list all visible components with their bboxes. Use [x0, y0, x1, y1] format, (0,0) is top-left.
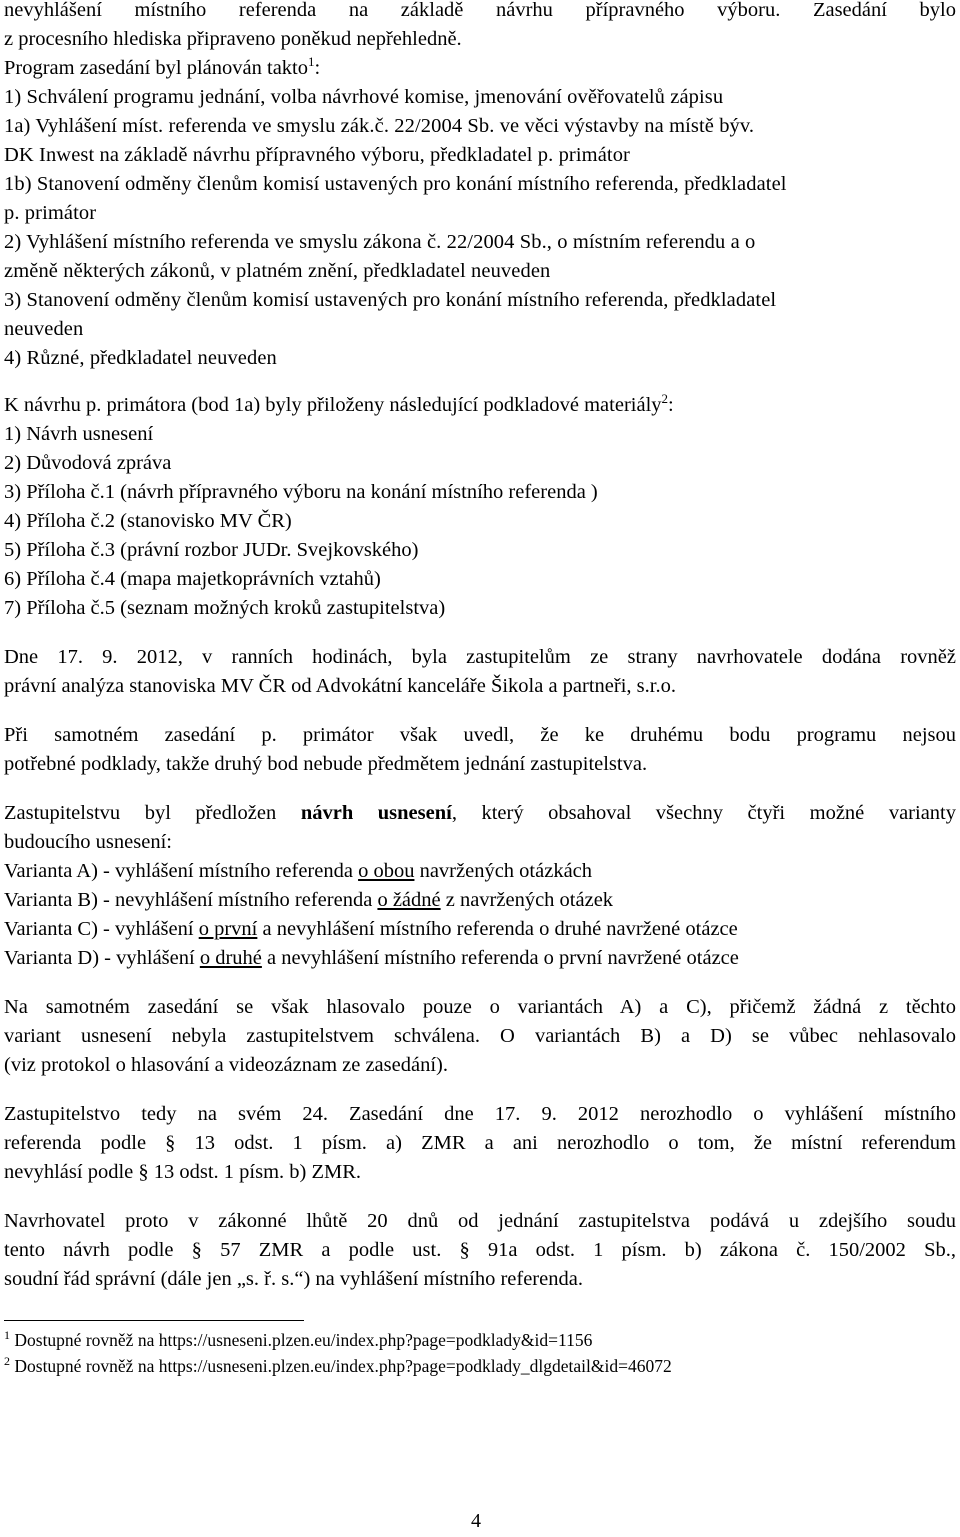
paragraph-line: soudní řád správní (dále jen „s. ř. s.“) na vyhlášení místního referenda. [4, 1268, 583, 1290]
footnote-divider [4, 1320, 304, 1321]
variant-c [4, 915, 956, 944]
paragraph-line: Navrhovatel proto v zákonné lhůtě 20 dnů od jednání zastupitelstva podává u zdejšího soudu [4, 1210, 956, 1232]
text-line: z procesního hlediska připraveno poněkud nepřehledně. [4, 28, 462, 50]
program-item: 4) Různé, předkladatel neuveden [4, 347, 277, 369]
paragraph-line: budoucího usnesení: [4, 831, 172, 853]
variant-text: navržených otázkách [414, 860, 593, 882]
program-item: neuveden [4, 318, 84, 340]
variant-text: Varianta D) - vyhlášení [4, 947, 200, 969]
proposal-text: Zastupitelstvu byl předložen [4, 802, 301, 824]
variant-text: a nevyhlášení místního referenda o druhé navržené otázce [257, 918, 738, 940]
footnote-text: Dostupné rovněž na https://usneseni.plzen.eu/index.php?page=podklady_dlgdetail&id=46072 [10, 1356, 672, 1376]
footnote-2 [4, 1353, 956, 1379]
program-item: 2) Vyhlášení místního referenda ve smyslu zákona č. 22/2004 Sb., o místním referendu a o [4, 231, 756, 253]
materials-item: 4) Příloha č.2 (stanovisko MV ČR) [4, 510, 292, 532]
program-intro [4, 54, 956, 83]
variant-text: z navržených otázek [440, 889, 614, 911]
paragraph-line: právní analýza stanoviska MV ČR od Advokátní kanceláře Šikola a partneři, s.r.o. [4, 675, 676, 697]
materials-item: 6) Příloha č.4 (mapa majetkoprávních vztahů) [4, 568, 381, 590]
proposal-line [4, 799, 956, 828]
materials-intro-text: K návrhu p. primátora (bod 1a) byly přiloženy následující podkladové materiály [4, 394, 662, 416]
proposal-text: , který obsahoval všechny čtyři možné varianty [451, 802, 956, 824]
footnote-ref-2: 2 [661, 391, 669, 406]
materials-item: 5) Příloha č.3 (právní rozbor JUDr. Svejkovského) [4, 539, 419, 561]
materials-item: 2) Důvodová zpráva [4, 452, 172, 474]
program-item: p. primátor [4, 202, 97, 224]
paragraph-line: potřebné podklady, takže druhý bod nebude předmětem jednání zastupitelstva. [4, 753, 648, 775]
variant-b [4, 886, 956, 915]
footnote-number: 1 [4, 1328, 10, 1342]
footnote-ref-1: 1 [308, 54, 315, 69]
variant-underlined: o žádné [377, 889, 441, 911]
footnote-1 [4, 1327, 956, 1353]
program-item: změně některých zákonů, v platném znění, předkladatel neuveden [4, 260, 551, 282]
program-item: 3) Stanovení odměny členům komisí ustavených pro konání místního referenda, předkladatel [4, 289, 777, 311]
paragraph-line: nevyhlásí podle § 13 odst. 1 písm. b) ZMR. [4, 1161, 362, 1183]
page-number: 4 [471, 1510, 481, 1532]
program-item: DK Inwest na základě návrhu přípravného výboru, předkladatel p. primátor [4, 144, 630, 166]
variant-underlined: o druhé [199, 947, 262, 969]
variant-text: a nevyhlášení místního referenda o první navržené otázce [261, 947, 739, 969]
footnote-number: 2 [4, 1354, 10, 1368]
program-item: 1) Schválení programu jednání, volba návrhové komise, jmenování ověřovatelů zápisu [4, 86, 724, 108]
paragraph-line: Dne 17. 9. 2012, v ranních hodinách, byla zastupitelům ze strany navrhovatele dodána rovněž [4, 646, 956, 668]
materials-intro-colon: : [668, 394, 674, 416]
program-item: 1b) Stanovení odměny členům komisí ustavených pro konání místního referenda, předkladatel [4, 173, 787, 195]
paragraph-line: Při samotném zasedání p. primátor však uvedl, že ke druhému bodu programu nejsou [4, 724, 956, 746]
paragraph-line: Na samotném zasedání se však hlasovalo pouze o variantách A) a C), přičemž žádná z těchto [4, 996, 956, 1018]
variant-a [4, 857, 956, 886]
materials-item: 1) Návrh usnesení [4, 423, 154, 445]
paragraph-line: variant usnesení nebyla zastupitelstvem schválena. O variantách B) a D) se vůbec nehlasovalo [4, 1025, 956, 1047]
paragraph-line: referenda podle § 13 odst. 1 písm. a) ZMR a ani nerozhodlo o tom, že místní referendum [4, 1132, 956, 1154]
proposal-bold: návrh usnesení [300, 802, 452, 824]
materials-intro [4, 391, 956, 420]
variant-underlined: o obou [358, 860, 415, 882]
paragraph-line: tento návrh podle § 57 ZMR a podle ust. § 91a odst. 1 písm. b) zákona č. 150/2002 Sb., [4, 1239, 956, 1261]
footnote-text: Dostupné rovněž na https://usneseni.plzen.eu/index.php?page=podklady&id=1156 [10, 1330, 593, 1350]
program-intro-text: Program zasedání byl plánován takto [4, 57, 308, 79]
document-page [4, 0, 956, 1379]
materials-item: 7) Příloha č.5 (seznam možných kroků zastupitelstva) [4, 597, 446, 619]
program-item: 1a) Vyhlášení míst. referenda ve smyslu zák.č. 22/2004 Sb. ve věci výstavby na místě býv. [4, 115, 755, 137]
paragraph-line: Zastupitelstvo tedy na svém 24. Zasedání dne 17. 9. 2012 nerozhodlo o vyhlášení místního [4, 1103, 956, 1125]
variant-text: Varianta B) - nevyhlášení místního referenda [4, 889, 378, 911]
variant-text: Varianta C) - vyhlášení [4, 918, 199, 940]
paragraph-line: (viz protokol o hlasování a videozáznam ze zasedání). [4, 1054, 448, 1076]
variant-d [4, 944, 956, 973]
materials-item: 3) Příloha č.1 (návrh přípravného výboru na konání místního referenda ) [4, 481, 598, 503]
variant-underlined: o první [198, 918, 258, 940]
variant-text: Varianta A) - vyhlášení místního referenda [4, 860, 359, 882]
program-intro-colon: : [314, 57, 321, 79]
text-line: nevyhlášení místního referenda na základě návrhu přípravného výboru. Zasedání bylo [4, 0, 956, 21]
